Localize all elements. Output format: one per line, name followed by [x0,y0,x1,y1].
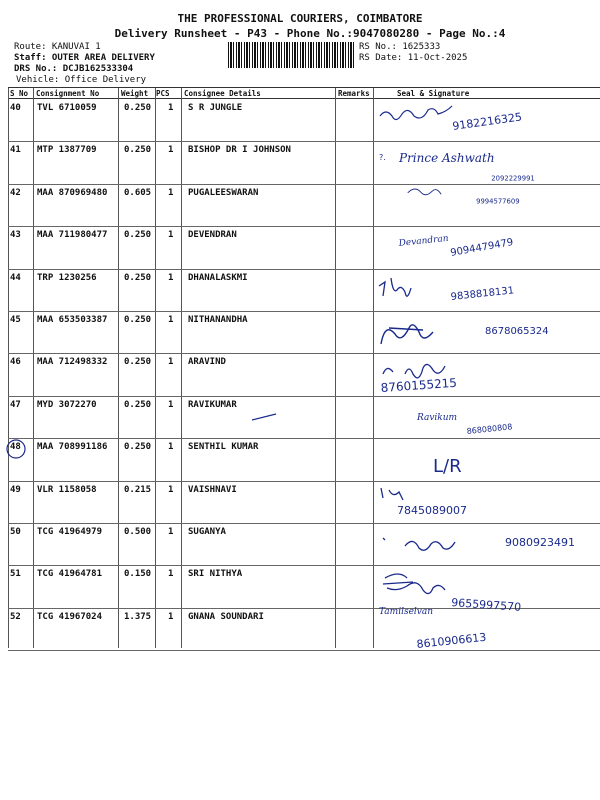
cell-consignee: S R JUNGLE [188,103,243,113]
vehicle-label: Vehicle: Office Delivery [16,75,147,85]
cell-sno: 43 [10,230,21,241]
cell-pcs: 1 [168,230,174,241]
cell-consignment: MAA 711980477 [37,230,108,241]
cell-weight: 0.250 [124,357,152,368]
cell-pcs: 1 [168,569,174,580]
col-header-signature: Seal & Signature [397,89,470,98]
svg-text:8678065324: 8678065324 [485,326,549,337]
cell-sno: 49 [10,484,21,495]
col-header-sno: S No [10,89,29,98]
row-divider [8,269,600,270]
svg-text:Tamilselvan: Tamilselvan [379,607,434,617]
cell-pcs: 1 [168,442,174,453]
circled-number-mark [4,438,28,460]
cell-sno: 52 [10,611,21,622]
cell-consignment: MAA 712498332 [37,357,108,368]
cell-consignment: TCG 41964979 [37,527,103,537]
col-header-weight: Weight [121,89,149,98]
svg-text:8760155215: 8760155215 [380,375,458,394]
col-divider [181,88,182,648]
cell-sno: 41 [10,145,21,156]
cell-pcs: 1 [168,272,174,283]
cell-sno: 46 [10,357,21,368]
col-header-consignee: Consignee Details [184,89,261,98]
cell-consignee: GNANA SOUNDARI [188,611,264,622]
cell-consignee: SENTHIL KUMAR [188,442,259,453]
row-divider [8,141,600,142]
col-divider [335,88,336,648]
cell-consignment: MTP 1387709 [37,145,97,156]
cell-consignment: TCG 41964781 [37,569,103,580]
table-top-border [8,87,600,88]
signature-row-44 [375,272,597,310]
rs-date: RS Date: 11-Oct-2025 [359,53,468,63]
cell-consignment: TRP 1230256 [37,272,97,283]
cell-sno: 51 [10,569,21,580]
cell-consignment: MAA 708991186 [37,442,108,453]
col-divider [33,88,34,648]
cell-pcs: 1 [168,145,174,156]
col-header-remarks: Remarks [338,89,370,98]
cell-consignee: RAVIKUMAR [188,399,237,410]
cell-consignee: BISHOP DR I JOHNSON [188,145,291,156]
col-divider [8,88,9,648]
header-bottom-border [8,98,600,99]
svg-text:8610906613: 8610906613 [415,630,487,651]
cell-sno: 45 [10,315,21,325]
signature-row-52 [375,590,597,652]
signature-row-40 [375,102,597,140]
signature-row-42 [375,170,597,208]
svg-text:9838818131: 9838818131 [450,285,515,303]
cell-weight: 0.500 [124,527,152,537]
cell-weight: 1.375 [124,611,152,622]
svg-text:Devandran: Devandran [398,233,450,249]
signature-row-45 [375,316,597,354]
barcode [228,42,354,68]
cell-consignee: PUGALEESWARAN [188,187,259,198]
svg-text:Prince Ashwath: Prince Ashwath [399,151,495,165]
cell-pcs: 1 [168,357,174,368]
cell-pcs: 1 [168,187,174,198]
row-divider [8,311,600,312]
svg-text:9080923491: 9080923491 [505,536,575,549]
col-divider [373,88,374,648]
cell-weight: 0.150 [124,569,152,580]
cell-consignment: TCG 41967024 [37,611,103,622]
signature-row-50 [375,524,597,562]
cell-weight: 0.250 [124,230,152,241]
cell-weight: 0.250 [124,315,152,325]
cell-consignee: DEVENDRAN [188,230,237,241]
signature-row-49 [375,482,597,520]
cell-sno: 40 [10,103,21,113]
svg-text:868080808: 868080808 [466,422,513,436]
signature-row-48 [375,442,597,480]
cell-weight: 0.250 [124,399,152,410]
signature-row-46 [375,356,597,394]
cell-sno: 47 [10,399,21,410]
cell-consignment: TVL 6710059 [37,103,97,113]
pen-mark [250,412,280,422]
staff-label: Staff: OUTER AREA DELIVERY [14,53,155,63]
cell-pcs: 1 [168,484,174,495]
col-divider [118,88,119,648]
svg-text:2092229991: 2092229991 [491,174,535,183]
row-divider [8,438,600,439]
svg-text:?.: ?. [379,153,386,162]
col-divider [155,88,156,648]
cell-consignment: MAA 653503387 [37,315,108,325]
svg-text:9094479479: 9094479479 [449,237,515,259]
cell-pcs: 1 [168,399,174,410]
signature-row-47 [375,400,597,438]
cell-weight: 0.605 [124,187,152,198]
cell-pcs: 1 [168,315,174,325]
cell-sno: 44 [10,272,21,283]
row-divider [8,396,600,397]
cell-sno: 48 [10,442,21,453]
cell-consignee: ARAVIND [188,357,226,368]
col-header-pcs: PCS [156,89,170,98]
runsheet-subtitle: Delivery Runsheet - P43 - Phone No.:9047080280 - Page No.:4 [114,27,506,40]
rs-number: RS No.: 1625333 [359,42,441,52]
cell-consignment: VLR 1158058 [37,484,97,495]
cell-consignment: MAA 870969480 [37,187,108,198]
cell-consignment: MYD 3072270 [37,399,97,410]
svg-text:9655997570: 9655997570 [450,596,522,614]
svg-text:L/R: L/R [433,456,462,477]
cell-weight: 0.250 [124,145,152,156]
cell-weight: 0.250 [124,103,152,113]
cell-pcs: 1 [168,527,174,537]
cell-consignee: VAISHNAVI [188,484,237,495]
cell-pcs: 1 [168,103,174,113]
col-header-consignment: Consignment No [36,89,100,98]
svg-text:9182216325: 9182216325 [451,110,523,133]
cell-consignee: SUGANYA [188,527,226,537]
cell-sno: 42 [10,187,21,198]
cell-weight: 0.250 [124,442,152,453]
svg-text:9994577609: 9994577609 [476,197,520,206]
signature-row-43 [375,224,597,262]
svg-text:Ravikum: Ravikum [417,413,458,423]
svg-text:7845089007: 7845089007 [397,504,467,517]
cell-weight: 0.250 [124,272,152,283]
company-title: THE PROFESSIONAL COURIERS, COIMBATORE [177,12,423,25]
cell-weight: 0.215 [124,484,152,495]
cell-consignee: NITHANANDHA [188,315,248,325]
cell-consignee: SRI NITHYA [188,569,243,580]
drs-number: DRS No.: DCJB162533304 [14,64,134,74]
cell-pcs: 1 [168,611,174,622]
route-label: Route: KANUVAI 1 [14,42,101,52]
cell-sno: 50 [10,527,21,537]
cell-consignee: DHANALASKMI [188,272,248,283]
